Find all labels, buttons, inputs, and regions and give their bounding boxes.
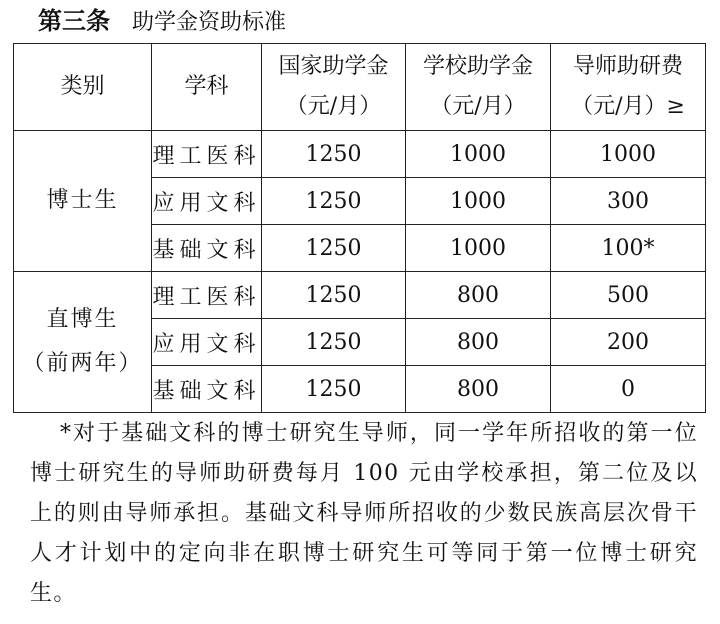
subject-cell: 理工医科 (152, 272, 262, 319)
national-grant-cell: 1250 (262, 131, 406, 178)
table-header-row (14, 44, 706, 131)
school-grant-cell: 1000 (406, 178, 551, 225)
advisor-stipend-cell: 100* (551, 225, 706, 272)
subject-cell: 应用文科 (152, 178, 262, 225)
subject-cell: 应用文科 (152, 319, 262, 366)
category-cell: 直博生 （前两年） (14, 272, 152, 413)
header-subject: 学科 (152, 44, 262, 131)
article-title: 助学金资助标准 (132, 10, 287, 35)
national-grant-cell: 1250 (262, 178, 406, 225)
subject-cell: 基础文科 (152, 225, 262, 272)
table-row (14, 272, 706, 319)
advisor-stipend-cell: 300 (551, 178, 706, 225)
national-grant-cell: 1250 (262, 225, 406, 272)
advisor-stipend-cell: 500 (551, 272, 706, 319)
header-advisor-stipend: 导师助研费 （元/月）≥ (551, 44, 706, 131)
table-row (14, 131, 706, 178)
advisor-stipend-cell: 200 (551, 319, 706, 366)
subject-cell: 基础文科 (152, 366, 262, 413)
footnote-text: *对于基础文科的博士研究生导师，同一学年所招收的第一位博士研究生的导师助研费每月 100 元由学校承担，第二位及以上的则由导师承担。基础文科导师所招收的少数民族高层次骨干人才计划中的定向非在职博士研究生可等同于第一位博士研究生。 (30, 421, 698, 606)
article-number: 第三条 (38, 6, 110, 35)
category-cell: 博士生 (14, 131, 152, 272)
school-grant-cell: 800 (406, 272, 551, 319)
header-national-grant: 国家助学金 （元/月） (262, 44, 406, 131)
header-category: 类别 (14, 44, 152, 131)
advisor-stipend-cell: 1000 (551, 131, 706, 178)
footnote-paragraph (30, 414, 698, 614)
funding-standard-table (13, 43, 706, 413)
subject-cell: 理工医科 (152, 131, 262, 178)
school-grant-cell: 800 (406, 319, 551, 366)
school-grant-cell: 1000 (406, 225, 551, 272)
national-grant-cell: 1250 (262, 272, 406, 319)
school-grant-cell: 800 (406, 366, 551, 413)
section-heading (38, 4, 286, 38)
header-school-grant: 学校助学金 （元/月） (406, 44, 551, 131)
national-grant-cell: 1250 (262, 366, 406, 413)
school-grant-cell: 1000 (406, 131, 551, 178)
national-grant-cell: 1250 (262, 319, 406, 366)
advisor-stipend-cell: 0 (551, 366, 706, 413)
